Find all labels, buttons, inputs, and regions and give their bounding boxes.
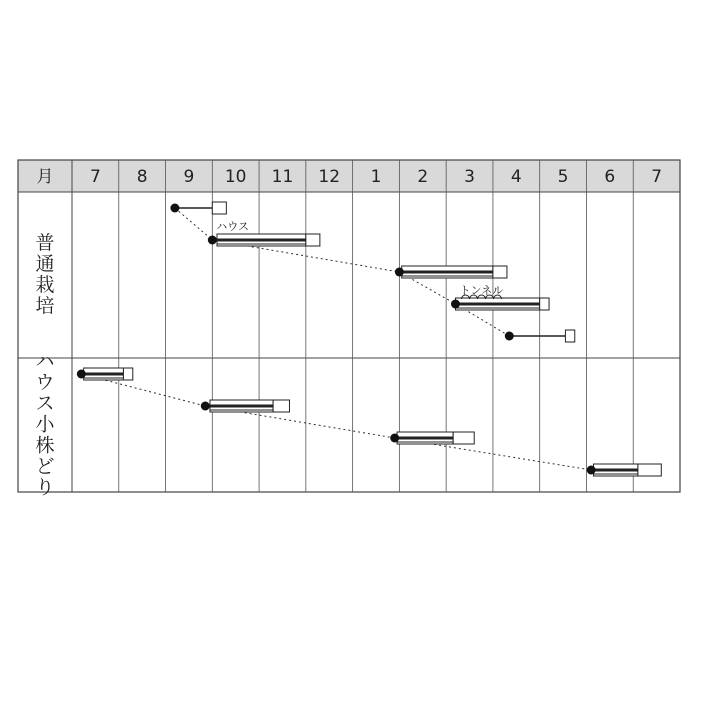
- month-header-10: 4: [510, 167, 522, 187]
- month-header-6: 12: [318, 167, 341, 187]
- month-header-5: 11: [271, 167, 294, 187]
- sowing-dot: [201, 402, 210, 411]
- schedule-bars: [77, 202, 661, 476]
- month-header-13: 7: [651, 167, 663, 187]
- month-header-12: 6: [604, 167, 616, 187]
- harvest-box: [453, 432, 474, 444]
- section-name-char: 株: [35, 434, 55, 457]
- month-header-2: 8: [136, 167, 148, 187]
- section-name-char: 小: [35, 413, 55, 436]
- month-header-11: 5: [557, 167, 569, 187]
- sowing-dot: [390, 434, 399, 443]
- harvest-box: [273, 400, 289, 412]
- harvest-box: [565, 330, 574, 342]
- cover-label: ハウス: [216, 220, 249, 233]
- sowing-dot: [208, 236, 217, 245]
- section-name-char: ウ: [35, 371, 55, 394]
- month-header-7: 1: [370, 167, 382, 187]
- cover-label: トンネル: [459, 284, 504, 297]
- sowing-dot: [451, 300, 460, 309]
- sowing-dot: [395, 268, 404, 277]
- calendar-grid: [18, 160, 680, 499]
- outer-border: [18, 160, 680, 492]
- month-header-3: 9: [183, 167, 195, 187]
- month-header-4: 10: [224, 167, 247, 187]
- harvest-box: [306, 234, 320, 246]
- sequence-connector: [175, 208, 212, 240]
- harvest-box: [638, 464, 661, 476]
- harvest-box: [212, 202, 226, 214]
- month-header-1: 7: [89, 167, 101, 187]
- month-header-9: 3: [464, 167, 475, 187]
- section-name-char: 通: [35, 253, 55, 275]
- section-name-char: ど: [35, 455, 55, 478]
- month-header-label: 月: [36, 167, 54, 187]
- harvest-box: [493, 266, 507, 278]
- section-name-char: 培: [35, 295, 55, 317]
- sowing-dot: [587, 466, 596, 475]
- sowing-dot: [505, 332, 514, 341]
- month-header-8: 2: [417, 167, 429, 187]
- section-name-char: 普: [35, 232, 55, 254]
- section-name-char: ハ: [35, 350, 55, 373]
- section-name-char: り: [35, 476, 55, 499]
- section-name-char: ス: [35, 392, 55, 415]
- sequence-connectors: [81, 208, 591, 470]
- header-row: [18, 160, 680, 192]
- sowing-dot: [170, 204, 179, 213]
- section-name-char: 栽: [35, 274, 55, 296]
- harvest-box: [540, 298, 549, 310]
- sowing-dot: [77, 370, 86, 379]
- harvest-box: [123, 368, 132, 380]
